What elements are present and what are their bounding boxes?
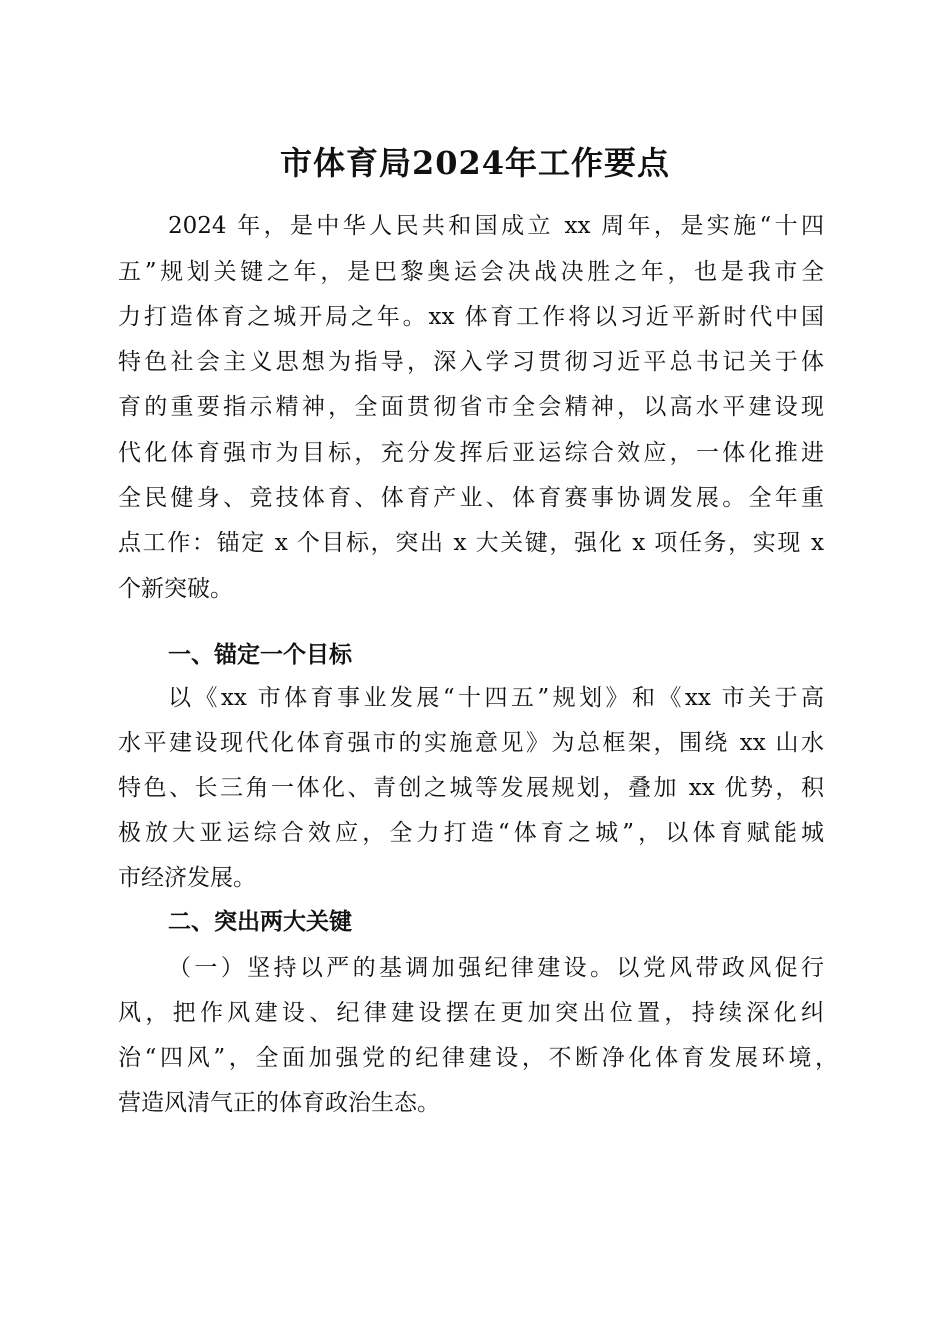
text-line: 市经济发展。 (118, 865, 256, 891)
text-line: 治“四风”，全面加强党的纪律建设，不断净化体育发展环境， (118, 1045, 838, 1071)
text-line: 营造风清气正的体育政治生态。 (118, 1090, 440, 1116)
text-line: 代化体育强市为目标，充分发挥后亚运综合效应，一体化推进 (118, 440, 824, 466)
text-line: 五”规划关键之年，是巴黎奥运会决战决胜之年，也是我市全 (118, 259, 824, 285)
text-line: 点工作：锚定 x 个目标，突出 x 大关键，强化 x 项任务，实现 x (118, 530, 824, 556)
text-line: 特色社会主义思想为指导，深入学习贯彻习近平总书记关于体 (118, 349, 824, 375)
text-line: 全民健身、竞技体育、体育产业、体育赛事协调发展。全年重 (118, 485, 824, 511)
text-line: 水平建设现代化体育强市的实施意见》为总框架，围绕 xx 山水 (118, 730, 824, 756)
document-title: 市体育局2024年工作要点 (279, 144, 671, 182)
text-line: 育的重要指示精神，全面贯彻省市全会精神，以高水平建设现 (118, 394, 824, 420)
section-heading-1: 一、锚定一个目标 (168, 642, 352, 668)
text-line: 风，把作风建设、纪律建设摆在更加突出位置，持续深化纠 (118, 1000, 824, 1026)
text-line: （一）坚持以严的基调加强纪律建设。以党风带政风促行 (168, 955, 824, 981)
text-line: 个新突破。 (118, 576, 233, 602)
section-heading-2: 二、突出两大关键 (168, 909, 352, 935)
text-line: 2024 年，是中华人民共和国成立 xx 周年，是实施“十四 (168, 213, 824, 239)
text-line: 特色、长三角一体化、青创之城等发展规划，叠加 xx 优势，积 (118, 775, 824, 801)
text-line: 以《xx 市体育事业发展“十四五”规划》和《xx 市关于高 (168, 685, 824, 711)
text-line: 力打造体育之城开局之年。xx 体育工作将以习近平新时代中国 (118, 304, 824, 330)
text-line: 极放大亚运综合效应，全力打造“体育之城”，以体育赋能城 (118, 820, 824, 846)
